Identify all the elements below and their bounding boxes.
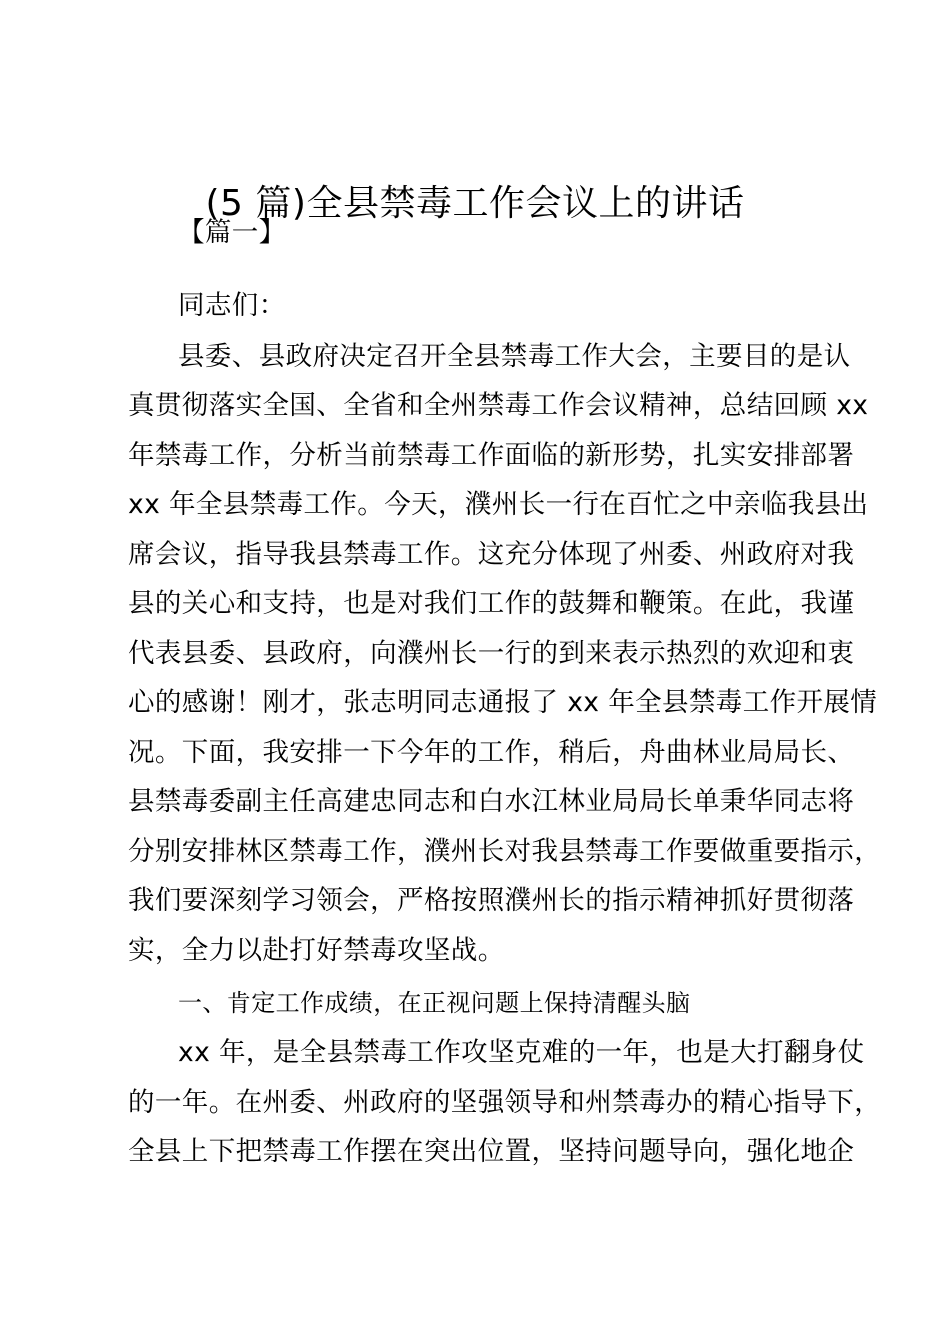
paragraph-line: 实，全力以赴打好禁毒攻坚战。: [128, 935, 505, 966]
paragraph-line: 县的关心和支持，也是对我们工作的鼓舞和鞭策。在此，我谨: [128, 588, 855, 619]
paragraph-line: 心的感谢！刚才，张志明同志通报了 xx 年全县禁毒工作开展情: [128, 687, 878, 718]
paragraph-line: 县委、县政府决定召开全县禁毒工作大会，主要目的是认: [178, 341, 851, 372]
paragraph-line: 年禁毒工作，分析当前禁毒工作面临的新形势，扎实安排部署: [128, 440, 855, 471]
paragraph-line: xx 年全县禁毒工作。今天，濮州长一行在百忙之中亲临我县出: [128, 489, 869, 520]
document-title: (5 篇)全县禁毒工作会议上的讲话: [205, 183, 745, 224]
paragraph-line: 我们要深刻学习领会，严格按照濮州长的指示精神抓好贯彻落: [128, 885, 855, 916]
paragraph-line: 况。下面，我安排一下今年的工作，稍后，舟曲林业局局长、: [128, 737, 855, 768]
paragraph-line: 席会议，指导我县禁毒工作。这充分体现了州委、州政府对我: [128, 539, 855, 570]
paragraph-line: 全县上下把禁毒工作摆在突出位置，坚持问题导向，强化地企: [128, 1136, 855, 1167]
paragraph-line: 分别安排林区禁毒工作，濮州长对我县禁毒工作要做重要指示，: [128, 836, 882, 867]
section-heading: 一、肯定工作成绩，在正视问题上保持清醒头脑: [178, 989, 691, 1017]
paragraph-line: xx 年，是全县禁毒工作攻坚克难的一年，也是大打翻身仗: [178, 1037, 865, 1068]
paragraph-line: 的一年。在州委、州政府的坚强领导和州禁毒办的精心指导下，: [128, 1087, 882, 1118]
paragraph-line: 代表县委、县政府，向濮州长一行的到来表示热烈的欢迎和衷: [128, 638, 855, 669]
paragraph-line: 真贯彻落实全国、全省和全州禁毒工作会议精神，总结回顾 xx: [128, 390, 869, 421]
paragraph-line: 县禁毒委副主任高建忠同志和白水江林业局局长单秉华同志将: [128, 786, 855, 817]
section-label: 【篇一】: [178, 217, 286, 248]
salutation: 同志们：: [178, 290, 286, 321]
